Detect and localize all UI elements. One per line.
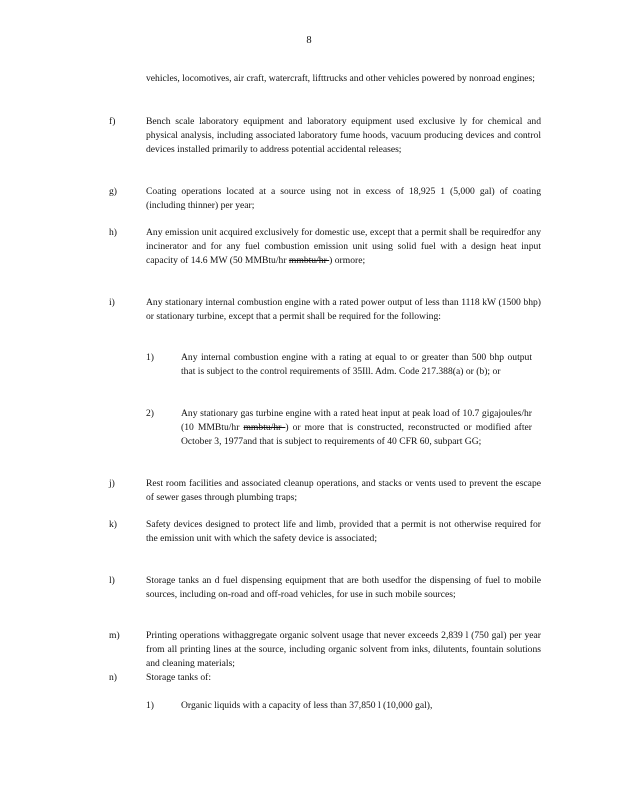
text-part: Any stationary gas turbine engine with a rated heat input at peak load of 10.7 gigajoules/hr (10 MMBtu/hr — [181, 408, 532, 434]
text-part: ) or more that is constructed, reconstructed or modified after October 3, 1977and that is subject to requirements of 40 CFR 60, subpart GG; — [181, 422, 532, 448]
text-part: Any emission unit acquired exclusively for domestic use, except that a permit shall be requiredfor any incinerator and for any fuel combustion emission unit using solid fuel with a design heat input capacity of 14.6 MW (50 MMBtu/hr — [146, 227, 541, 267]
item-label: f) — [109, 116, 116, 127]
struck-text: mmbtu/hr — [288, 255, 330, 267]
item-text: Organic liquids with a capacity of less than 37,850 l (10,000 gal), — [181, 700, 433, 711]
item-text — [146, 226, 541, 269]
item-label: n) — [109, 672, 117, 683]
item-text: Safety devices designed to protect life and limb, provided that a permit is not otherwise required for the emission unit with which the safety device is associated; — [146, 519, 541, 545]
item-text: Rest room facilities and associated cleanup operations, and stacks or vents used to prevent the escape of sewer gases through plumbing traps; — [146, 478, 541, 504]
item-label: g) — [109, 186, 117, 197]
item-label: 2) — [146, 408, 154, 419]
item-text: Bench scale laboratory equipment and laboratory equipment used exclusive ly for chemical and physical analysis, including associated laboratory fume hoods, vacuum producing devices and control devices installed primarily to address potential accidental releases; — [146, 116, 541, 156]
item-text: Any stationary internal combustion engine with a rated power output of less than 1118 kW (1500 bhp) or stationary turbine, except that a permit shall be required for the following: — [146, 297, 541, 323]
continuation-text: vehicles, locomotives, air craft, watercraft, lifttrucks and other vehicles powered by nonroad engines; — [146, 73, 535, 84]
item-text — [181, 407, 532, 450]
page-number: 8 — [306, 35, 312, 46]
item-label: 1) — [146, 352, 154, 363]
item-text: Storage tanks an d fuel dispensing equipment that are both usedfor the dispensing of fuel to mobile sources, including on-road and off-road vehicles, for use in such mobile sources; — [146, 575, 541, 601]
item-label: k) — [109, 519, 117, 530]
item-label: i) — [109, 297, 115, 308]
text-part: ) ormore; — [329, 255, 366, 267]
item-label: l) — [109, 575, 115, 586]
item-text: Coating operations located at a source using not in excess of 18,925 1 (5,000 gal) of coating (including thinner) per year; — [146, 186, 541, 212]
item-label: j) — [109, 478, 115, 489]
item-label: 1) — [146, 700, 154, 711]
item-label: h) — [109, 227, 117, 238]
item-label: m) — [109, 630, 120, 641]
item-text: Printing operations withaggregate organic solvent usage that never exceeds 2,839 l (750 gal) per year from all printing lines at the source, including organic solvent from inks, dilutents, fountain solutions and cleaning materials; — [146, 630, 541, 670]
struck-text: mmbtu/hr — [243, 422, 286, 434]
item-text: Storage tanks of: — [146, 672, 212, 683]
item-text: Any internal combustion engine with a rating at equal to or greater than 500 bhp output that is subject to the control requirements of 35Ill. Adm. Code 217.388(a) or (b); or — [181, 352, 532, 378]
